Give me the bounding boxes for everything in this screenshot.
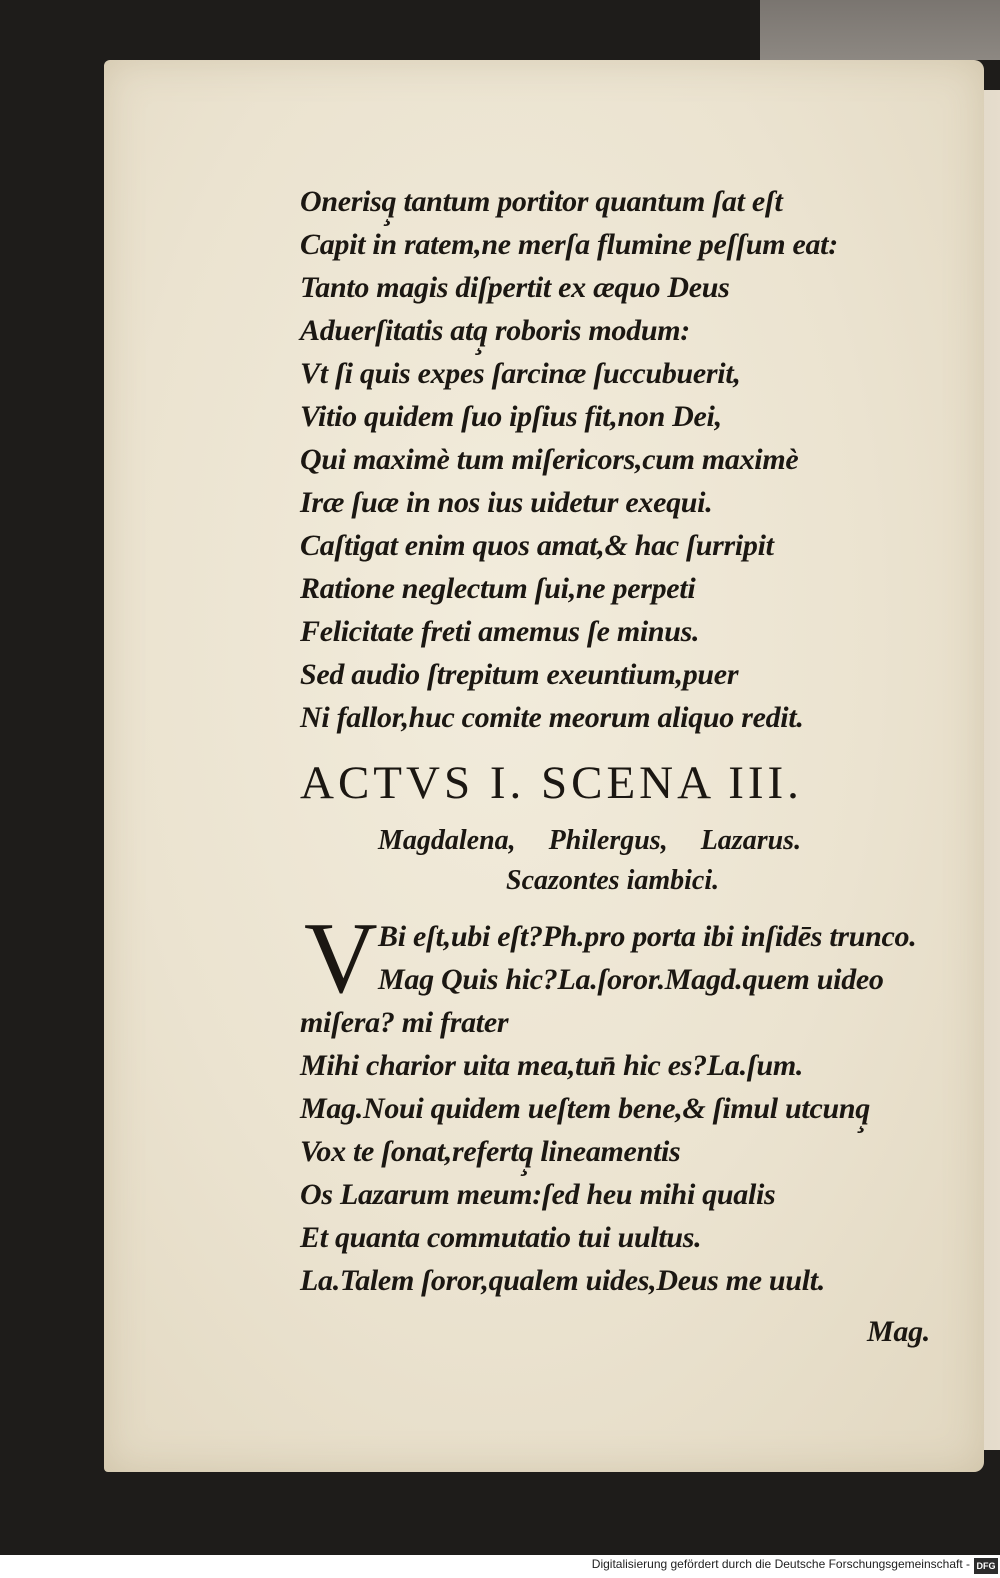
verse-block <box>300 180 960 739</box>
drop-capital: V <box>304 902 378 1015</box>
catchword: Mag. <box>867 1315 930 1348</box>
scene-opening <box>300 902 960 1015</box>
dfg-logo: DFG <box>974 1558 998 1574</box>
verse-line: Ni fallor,huc comite meorum aliquo redit. <box>300 701 804 734</box>
verse-line: Os Lazarum meum:ſed heu mihi qualis <box>300 1178 776 1211</box>
meter-line: Scazontes iambici. <box>506 865 720 896</box>
verse-line: Bi eſt,ubi eſt?Ph.pro porta ibi inſidēs trunco. <box>378 920 917 953</box>
verse-line: Ratione neglectum ſui,ne perpeti <box>300 572 696 605</box>
verse-line: Vt ſi quis expes ſarcinæ ſuccubuerit, <box>300 357 741 390</box>
footer-bar <box>0 1555 1000 1578</box>
verse-line: Onerisq̧ tantum portitor quantum ſat eſt <box>300 185 783 218</box>
speakers-line: Magdalena, Philergus, Lazarus. <box>378 825 802 856</box>
verse-line: Aduerſitatis atq̧ roboris modum: <box>300 314 690 347</box>
scan-background-strip <box>760 0 1000 60</box>
verse-line: Et quanta commutatio tui uultus. <box>300 1221 702 1254</box>
verse-line: Iræ ſuæ in nos ius uidetur exequi. <box>300 486 713 519</box>
verse-line: Felicitate freti amemus ſe minus. <box>300 615 700 648</box>
verse-line: Qui maximè tum miſericors,cum maximè <box>300 443 799 476</box>
verse-line: Tanto magis diſpertit ex æquo Deus <box>300 271 730 304</box>
verse-line: Sed audio ſtrepitum exeuntium,puer <box>300 658 739 691</box>
verse-line: Mihi charior uita mea,tun̄ hic es?La.ſum. <box>300 1049 804 1082</box>
funding-credit: Digitalisierung gefördert durch die Deutsche Forschungsgemeinschaft - <box>591 1557 970 1571</box>
verse-line: La.Talem ſoror,qualem uides,Deus me uult. <box>300 1264 825 1297</box>
page-text <box>300 180 960 1353</box>
verse-line: miſera? mi frater <box>300 1006 509 1039</box>
verse-line: Mag Quis hic?La.ſoror.Magd.quem uideo <box>378 963 884 996</box>
verse-line: Caſtigat enim quos amat,& hac ſurripit <box>300 529 774 562</box>
verse-line: Vitio quidem ſuo ipſius fit,non Dei, <box>300 400 722 433</box>
verse-line: Vox te ſonat,refertq̧ lineamentis <box>300 1135 681 1168</box>
verse-line: Mag.Noui quidem ueſtem bene,& ſimul utcunq̧ <box>300 1092 870 1125</box>
scene-verse-block <box>300 1001 960 1302</box>
scene-heading: ACTVS I. SCENA III. <box>300 757 803 809</box>
verse-line: Capit in ratem,ne merſa flumine peſſum eat: <box>300 228 838 261</box>
